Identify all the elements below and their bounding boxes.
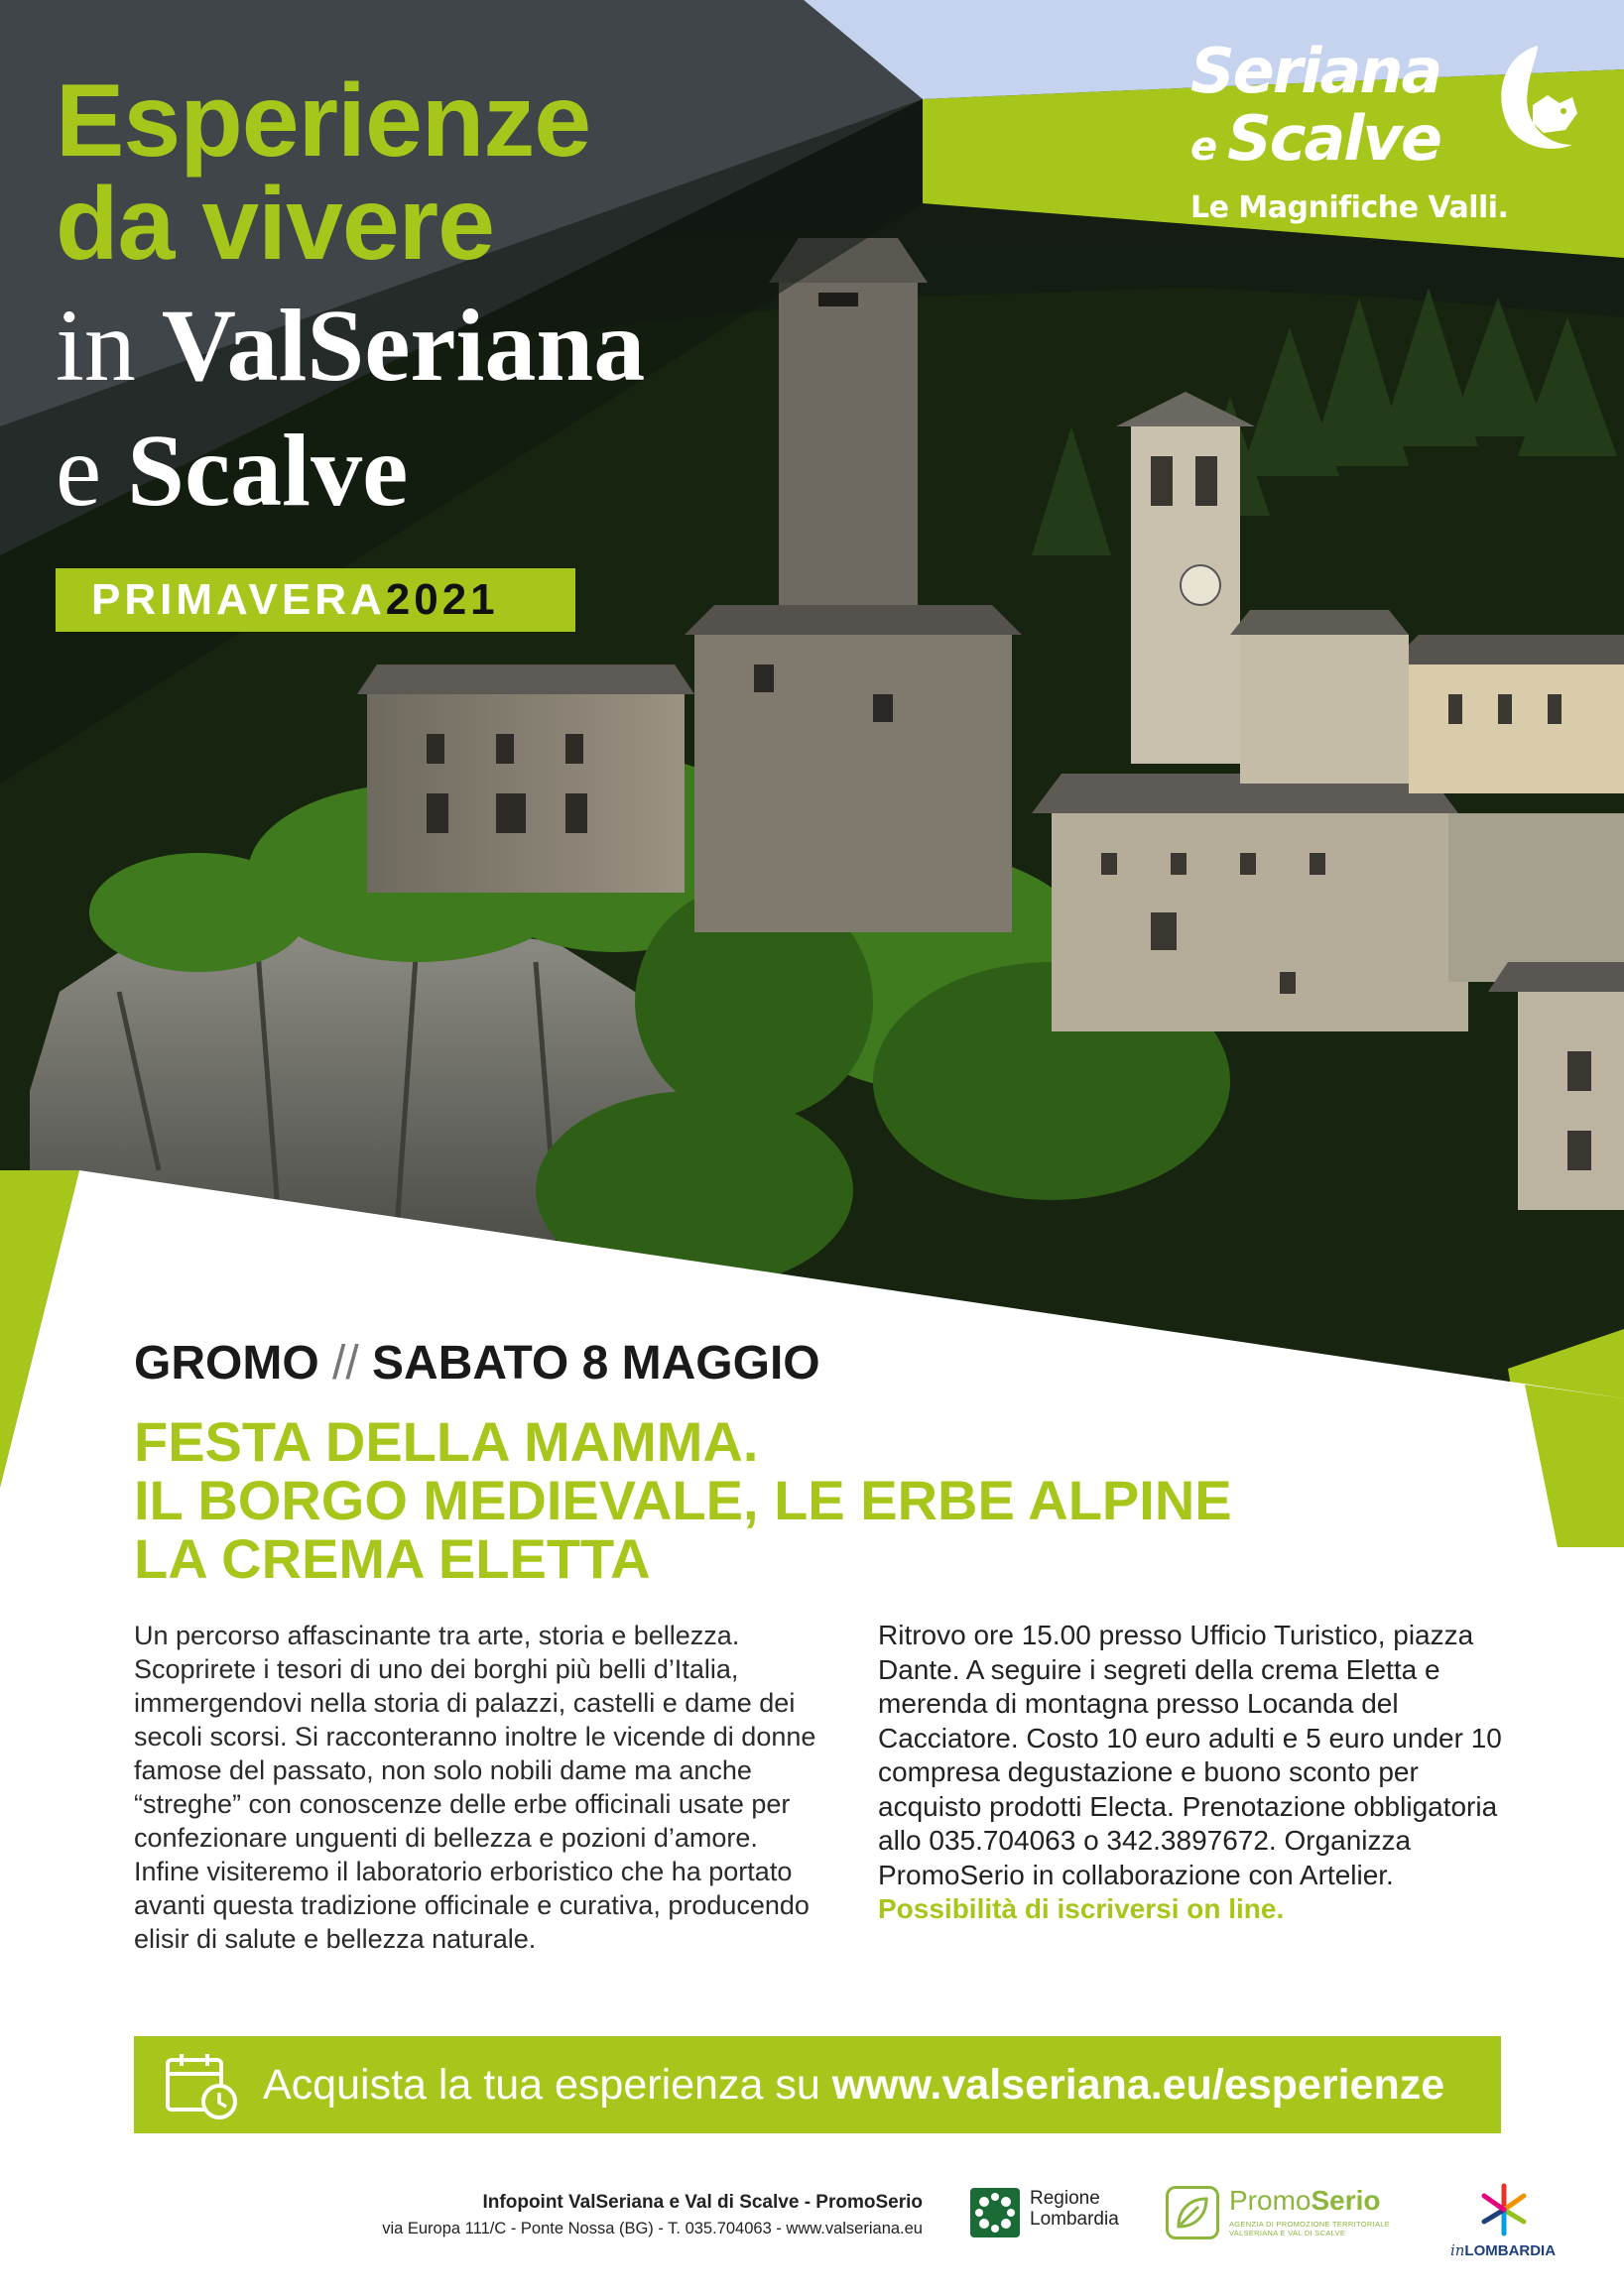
event-date: SABATO 8 MAGGIO [372,1337,820,1390]
promoserio-mark [1166,2186,1219,2239]
event-title [134,1412,1523,1588]
title-line-4-prefix: e [56,414,128,528]
inlombardia-prefix: in [1449,2241,1465,2259]
inlombardia-word: LOMBARDIA [1464,2242,1557,2259]
cta-text [263,2036,1444,2133]
regione-line-2: Lombardia [1030,2209,1119,2230]
fox-moon-icon [1478,36,1587,165]
regione-lombardia-mark [970,2188,1020,2237]
title-line-3-prefix: in [56,289,162,403]
event-heading [134,1335,1523,1392]
brand-name-word: Scalve [1227,102,1441,175]
cta-link[interactable]: www.valseriana.eu/esperienze [831,2061,1445,2109]
regione-lombardia-text [1030,2188,1119,2230]
footer-info [288,2190,923,2241]
title-line-2: da vivere [56,167,494,282]
title-line-4 [56,409,810,534]
event-content [134,1335,1523,1954]
regione-lombardia-logo [970,2182,1139,2247]
brand-name-connector: e [1190,124,1228,170]
event-title-line-3: LA CREMA ELETTA [134,1527,651,1590]
title-line-1: Esperienze [56,63,591,179]
title-line-4-bold: Scalve [127,414,409,528]
promoserio-name-b: Serio [1311,2185,1381,2216]
brand-name-line1: Seriana [1190,35,1441,107]
brand-tagline: Le Magnifiche Valli. [1190,190,1509,225]
title-line-3 [56,284,810,409]
season-label: PRIMAVERA [91,575,386,624]
inlombardia-logo [1448,2182,1558,2271]
calendar-clock-icon [164,2050,243,2121]
title-line-3-bold: ValSeriana [161,289,646,403]
promoserio-name [1229,2186,1381,2216]
event-title-line-1: FESTA DELLA MAMMA. [134,1410,759,1473]
promoserio-name-a: Promo [1229,2185,1312,2216]
event-separator: // [332,1337,359,1390]
season-year: 2021 [385,575,499,624]
footer-infopoint: Infopoint ValSeriana e Val di Scalve - PromoSerio [482,2192,923,2213]
inlombardia-text [1448,2241,1558,2259]
season-badge [56,568,575,632]
description-left: Un percorso affascinante tra arte, storia e bellezza. Scoprirete i tesori di uno dei borghi più belli d’Italia, immergendovi nella storia di palazzi, castelli e dame dei secoli scorsi. Si racconteranno inoltre le vicende di donne famose del passato, non solo nobili dame ma anche “streghe” con conoscenze delle erbe officinali usate per confezionare unguenti di bellezza e pozioni d’amore. Infine visiteremo il laboratorio erboristico che ha portato avanti questa tradizione officinale e curativa, producendo elisir di salute e bellezza naturale. [134,1621,816,1954]
footer-address: via Europa 111/C - Ponte Nossa (BG) - T. 035.704063 - www.valseriana.eu [382,2220,923,2237]
description-right-text: Ritrovo ore 15.00 presso Ufficio Turistico, piazza Dante. A seguire i segreti della crema Eletta e merenda di montagna presso Locanda del Cacciatore. Costo 10 euro adulti e 5 euro under 10 compresa degustazione e buono sconto per acquisto prodotti Electa. Prenotazione obbligatoria allo 035.704063 o 342.3897672. Organizza PromoSerio in collaborazione con Artelier. [878,1620,1502,1890]
poster-title [56,63,810,534]
description-right [878,1619,1513,1927]
promoserio-subtitle: AGENZIA DI PROMOZIONE TERRITORIALE VALSERIANA E VAL DI SCALVE [1229,2220,1391,2237]
leaf-icon [1169,2189,1216,2236]
event-title-line-2: IL BORGO MEDIEVALE, LE ERBE ALPINE [134,1469,1232,1531]
cta-banner[interactable] [134,2036,1501,2133]
rosa-camuna-icon [970,2188,1020,2237]
promoserio-logo [1166,2182,1394,2247]
cta-label: Acquista la tua esperienza su [263,2061,832,2109]
event-location: GROMO [134,1337,319,1390]
online-signup-note: Possibilità di iscriversi on line. [878,1893,1285,1924]
regione-line-1: Regione [1030,2188,1100,2209]
star-burst-icon [1480,2182,1528,2237]
